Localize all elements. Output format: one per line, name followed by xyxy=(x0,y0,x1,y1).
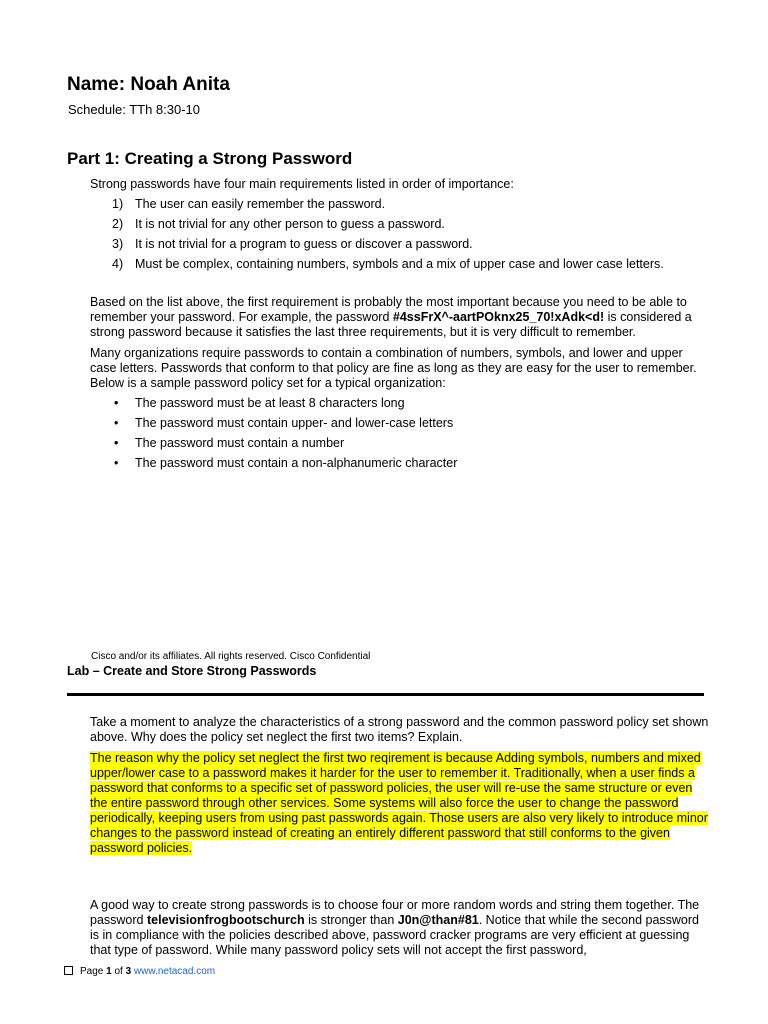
list-number: 1) xyxy=(112,197,124,211)
lab-header-title: Lab – Create and Store Strong Passwords xyxy=(67,664,317,678)
example-password-short: J0n@than#81 xyxy=(397,913,479,927)
bullet-marker: • xyxy=(114,456,119,470)
list-number: 4) xyxy=(112,257,124,271)
list-item-text: It is not trivial for a program to guess or discover a password. xyxy=(135,237,473,251)
part1-heading: Part 1: Creating a Strong Password xyxy=(67,149,353,168)
list-item-text: The password must contain a number xyxy=(135,436,345,450)
answer-paragraph[interactable] xyxy=(90,751,710,856)
copyright-footer: Cisco and/or its affiliates. All rights reserved. Cisco Confidential xyxy=(91,651,371,662)
list-item-text: The password must contain upper- and lower-case letters xyxy=(135,416,454,430)
page-label: Page xyxy=(80,966,107,977)
list-item xyxy=(90,393,710,413)
list-item xyxy=(90,234,710,254)
list-item xyxy=(90,194,710,214)
list-item-text: The password must be at least 8 characters long xyxy=(135,396,405,410)
list-item-text: The user can easily remember the password. xyxy=(135,197,386,211)
para3-text-b: is stronger than xyxy=(304,913,398,927)
example-password-complex: #4ssFrX^-aartPOknx25_70!xAdk<d! xyxy=(392,310,605,324)
header-divider xyxy=(67,693,704,696)
para1-text-a: Based on the list above, the first requirement is probably the most important because you need to be able to remember your password. For example, the password xyxy=(90,295,687,324)
list-item xyxy=(90,214,710,234)
page-number: 1 xyxy=(106,966,112,977)
list-number: 2) xyxy=(112,217,124,231)
list-item-text: Must be complex, containing numbers, symbols and a mix of upper case and lower case letters. xyxy=(135,257,664,271)
list-item-text: It is not trivial for any other person to guess a password. xyxy=(135,217,445,231)
list-item xyxy=(90,453,710,473)
list-item-text: The password must contain a non-alphanumeric character xyxy=(135,456,458,470)
bullet-marker: • xyxy=(114,396,119,410)
list-item xyxy=(90,433,710,453)
para3-text-a: A good way to create strong passwords is to choose four or more random words and string them together. The password xyxy=(90,898,700,927)
policy-list xyxy=(90,393,710,473)
page-footer xyxy=(64,966,215,977)
checkbox-glyph-icon xyxy=(64,966,73,975)
of-label: of xyxy=(111,966,126,977)
list-number: 3) xyxy=(112,237,124,251)
question-paragraph: Take a moment to analyze the characteristics of a strong password and the common password policy set shown above. Why does the policy set neglect the first two items? Explain. xyxy=(90,715,709,744)
example-password-words: televisionfrogbootschurch xyxy=(146,913,305,927)
highlighted-answer-text: The reason why the policy set neglect the first two reqirement is because Adding symbols, numbers and mixed upper/lower case to a password makes it harder for the user to remember it. Traditionally, when a user finds a password that conforms to a specific set of password policies, the user will re-use the same structure or even the entire password through other services. Some systems will also force the user to change the password periodically, keeping users from using past passwords again. Those users are also very likely to introduce minor changes to the password instead of creating an entirely different password that still conforms to the given password policies. xyxy=(90,751,708,855)
list-item xyxy=(90,254,710,274)
requirements-list xyxy=(90,194,710,274)
student-name: Name: Noah Anita xyxy=(67,74,230,95)
schedule-text: Schedule: TTh 8:30-10 xyxy=(68,102,201,117)
netacad-link[interactable]: www.netacad.com xyxy=(133,966,216,977)
paragraph-requirement-explanation xyxy=(90,295,710,340)
bullet-marker: • xyxy=(114,436,119,450)
para1-text-b: is considered a strong password because it satisfies the last three requirements, but it is very difficult to remember. xyxy=(90,310,692,339)
bullet-marker: • xyxy=(114,416,119,430)
part1-intro: Strong passwords have four main requirements listed in order of importance: xyxy=(90,177,514,191)
paragraph-policy-intro: Many organizations require passwords to contain a combination of numbers, symbols, and lower and upper case letters. Passwords that conform to that policy are fine as long as they are easy for the user to remember. Below is a sample password policy set for a typical organization: xyxy=(90,346,697,390)
page-total: 3 xyxy=(125,966,132,977)
list-item xyxy=(90,413,710,433)
paragraph-random-words xyxy=(90,898,710,958)
para3-text-c: . Notice that while the second password is in compliance with the policies described above, password cracker programs are very efficient at guessing that type of password. While many password policy sets will not accept the first password, xyxy=(90,913,699,957)
